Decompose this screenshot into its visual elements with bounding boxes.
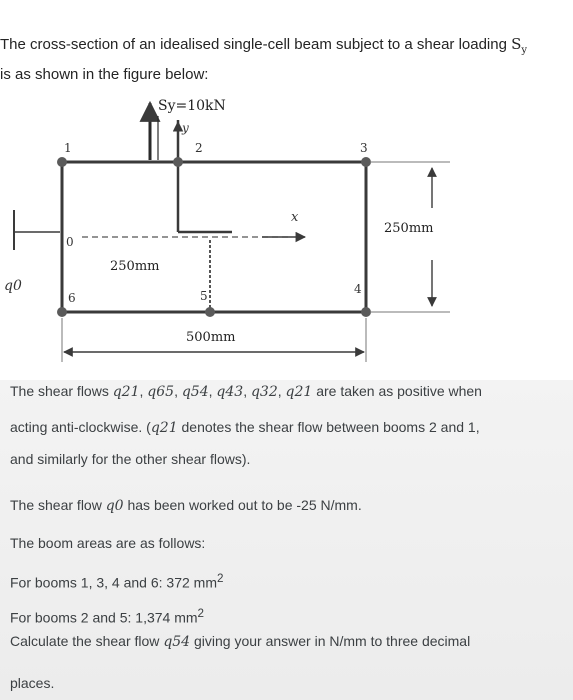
problem-text-line-2	[10, 416, 565, 439]
flow-q43-text: q43	[216, 384, 244, 400]
p2-symbol: q21	[150, 420, 178, 436]
flow-q32	[251, 384, 278, 400]
flow-q21b-text: q21	[285, 384, 313, 400]
boom-label-1: 1	[64, 141, 72, 155]
boom-4	[361, 307, 371, 317]
q0-label: q0	[4, 278, 22, 294]
boom-label-5: 5	[200, 289, 208, 303]
flow-q65	[147, 384, 174, 400]
problem-text-line-8	[10, 630, 565, 653]
p4-pre: The shear flow	[10, 497, 106, 513]
boom-label-6: 6	[68, 291, 76, 305]
flow-q65-text: q65	[147, 384, 175, 400]
p7-sup: 2	[197, 607, 205, 620]
flow-q43	[216, 384, 243, 400]
problem-text-line-7	[10, 603, 565, 629]
p8-post: giving your answer in N/mm to three decimal	[190, 633, 471, 649]
problem-text-line-6	[10, 568, 565, 594]
flow-q54	[182, 384, 209, 400]
dim-flange-length-label: 500mm	[186, 330, 236, 345]
p6-sup: 2	[217, 572, 224, 585]
boom-label-2: 2	[195, 141, 203, 155]
p7-text: For booms 2 and 5: 1,374 mm	[10, 609, 198, 626]
p8-symbol: q54	[163, 634, 191, 650]
dim-web-height-label: 250mm	[384, 221, 434, 236]
boom-1	[57, 157, 67, 167]
problem-text-line-9: places.	[10, 675, 55, 691]
flow-q21	[113, 384, 140, 400]
flow-q54-text: q54	[181, 384, 209, 400]
shear-load-label: Sy=10kN	[158, 98, 226, 114]
p2-pre: acting anti-clockwise. (	[10, 419, 151, 435]
p1-post: are taken as positive when	[312, 383, 482, 399]
y-axis-label: y	[182, 121, 189, 135]
intro-line-2: is as shown in the figure below:	[0, 66, 209, 83]
p4-symbol: q0	[105, 498, 124, 514]
problem-text-line-3: and similarly for the other shear flows).	[10, 451, 251, 467]
boom-5	[205, 307, 215, 317]
p8-pre: Calculate the shear flow	[10, 633, 164, 649]
problem-text-line-1: The shear flows q21, q65, q54, q43, q32, q21 are taken as positive when	[10, 383, 482, 400]
intro-line-1-text: The cross-section of an idealised single-cell beam subject to a shear loading	[0, 36, 512, 53]
shear-load-symbol-sub: y	[521, 45, 528, 56]
shear-load-symbol-letter: S	[511, 35, 522, 53]
boom-label-3: 3	[360, 141, 368, 155]
flow-q32-text: q32	[250, 384, 278, 400]
boom-6	[57, 307, 67, 317]
flow-q21-text: q21	[112, 384, 140, 400]
x-axis-label: x	[291, 210, 299, 225]
problem-text-line-5: The boom areas are as follows:	[10, 535, 206, 551]
boom-label-4: 4	[354, 282, 362, 296]
p1-pre: The shear flows	[10, 383, 113, 399]
problem-text-line-4	[10, 494, 565, 517]
dim-inner-width-label: 250mm	[110, 259, 160, 274]
boom-3	[361, 157, 371, 167]
p4-post: has been worked out to be -25 N/mm.	[123, 497, 362, 513]
flow-q21b	[286, 384, 313, 400]
p2-post: denotes the shear flow between booms 2 and 1,	[177, 419, 480, 435]
p6-text: For booms 1, 3, 4 and 6: 372 mm	[10, 574, 217, 591]
boom-2	[173, 157, 183, 167]
boom-label-0: 0	[66, 235, 74, 249]
